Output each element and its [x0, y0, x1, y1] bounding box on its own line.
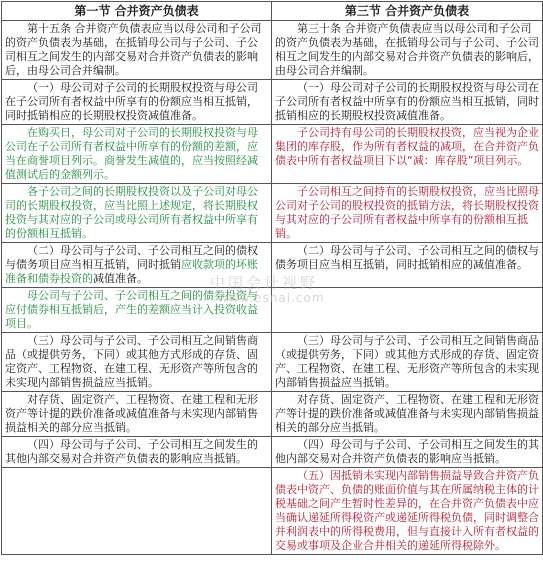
header-row [2, 2, 543, 21]
cell-left: 对存货、固定资产、工程物资、在建工程和无形资产等计提的跌价准备或减值准备与未实现内部销售损益相关的部分应当抵销。 [2, 392, 272, 437]
table-row [2, 21, 543, 80]
table-row [2, 288, 543, 333]
table-row [2, 243, 543, 288]
cell-left: （一）母公司对子公司的长期股权投资与母公司在子公司所有者权益中所享有的份额应当相互抵销，同时抵销相应的长期股权投资减值准备。 [2, 80, 272, 125]
table-row [2, 184, 543, 243]
cell-right: （四）母公司与子公司、子公司相互之间发生的其他内部交易对合并资产负债表的影响应当抵销。 [272, 437, 543, 468]
watermark-url: www.esnai.com [218, 291, 325, 305]
cell-right: 子公司相互之间持有的长期股权投资，应当比照母公司对子公司的股权投资的抵销方法，将长期股权投资与其对应的子公司所有者权益中所享有的份额相互抵销。 [272, 184, 543, 243]
cell-left [2, 468, 272, 555]
cell-right: （五）因抵销未实现内部销售损益导致合并资产负债表中资产、负债的账面价值与其在所属纳税主体的计税基础之间产生暂时性差异的，在合并资产负债表中应当确认递延所得税资产或递延所得税负债，同时调整合并利润表中的所得税费用，但与直接计入所有者权益的交易或事项及企业合并相关的递延所得税除外。 [272, 468, 543, 555]
cell-left: （二）母公司与子公司、子公司相互之间的债权与债务项目应当相互抵销，同时抵销应收款项的坏账准备和债券投资的减值准备。 [2, 243, 272, 288]
cell-left: （四）母公司与子公司、子公司相互之间发生的其他内部交易对合并资产负债表的影响应当抵销。 [2, 437, 272, 468]
cell-right: （三）母公司与子公司、子公司相互之间销售商品（或提供劳务，下同）或其他方式形成的存货、固定资产、工程物资、在建工程、无形资产等所包含的未实现内部销售损益应当抵销。 [272, 333, 543, 392]
header-left: 第一节 合并资产负债表 [2, 2, 272, 21]
table-row [2, 333, 543, 392]
table-row [2, 392, 543, 437]
cell-left: 第十五条 合并资产负债表应当以母公司和子公司的资产负债表为基础，在抵销母公司与子公司、子公司相互之间发生的内部交易对合并资产负债表的影响后，由母公司合并编制。 [2, 21, 272, 80]
cell-left: （三）母公司与子公司、子公司相互之间销售商品（或提供劳务，下同）或其他方式形成的存货、固定资产、工程物资、在建工程、无形资产等所包含的未实现内部销售损益应当抵销。 [2, 333, 272, 392]
table-row [2, 437, 543, 468]
cell-right: （一）母公司对子公司的长期股权投资与母公司在子公司所有者权益中所享有的份额应当相互抵销，同时抵销相应的长期股权投资减值准备。 [272, 80, 543, 125]
cell-right [272, 288, 543, 333]
table-row [2, 80, 543, 125]
cell-right: 对存货、固定资产、工程物资、在建工程和无形资产等计提的跌价准备或减值准备与未实现内部销售损益相关的部分应当抵销。 [272, 392, 543, 437]
cell-left: 在购买日，母公司对子公司的长期股权投资与母公司在子公司所有者权益中所享有的份额的差额，应当在商誉项目列示。商誉发生减值的，应当按照经减值测试后的金额列示。 [2, 125, 272, 184]
watermark-title: 中国会计视野 [210, 274, 319, 292]
cell-left: 母公司与子公司、子公司相互之间的债券投资与应付债券相互抵销后，产生的差额应当计入投资收益项目。 [2, 288, 272, 333]
cell-left: 各子公司之间的长期股权投资以及子公司对母公司的长期股权投资，应当比照上述规定，将长期股权投资与其对应的子公司或母公司所有者权益中所享有的份额相互抵销。 [2, 184, 272, 243]
cell-right: 子公司持有母公司的长期股权投资，应当视为企业集团的库存股，作为所有者权益的减项，在合并资产负债表中所有者权益项目下以“减：库存股”项目列示。 [272, 125, 543, 184]
highlighted-text: 应收款项的坏账准备和债券投资的 [5, 258, 258, 285]
cell-right: 第三十条 合并资产负债表应当以母公司和子公司的资产负债表为基础，在抵销母公司与子公司、子公司相互之间发生的内部交易对合并资产负债表的影响后，由母公司合并编制。 [272, 21, 543, 80]
header-right: 第三节 合并资产负债表 [272, 2, 543, 21]
comparison-table [1, 1, 543, 555]
cell-right: （二）母公司与子公司、子公司相互之间的债权与债务项目应当相互抵销，同时抵销相应的减值准备。 [272, 243, 543, 288]
table-row [2, 468, 543, 555]
table-row [2, 125, 543, 184]
